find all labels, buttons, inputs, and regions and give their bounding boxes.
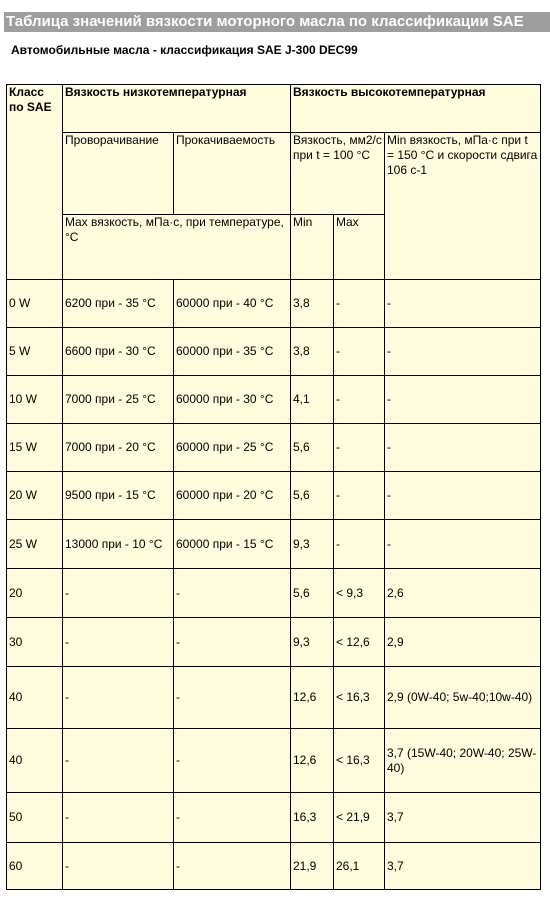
pumping-cell: 60000 при - 25 °С <box>174 424 291 472</box>
class-cell: 10 W <box>7 376 63 424</box>
header-high-temp: Вязкость высокотемпературная <box>291 85 541 133</box>
class-cell: 0 W <box>7 280 63 328</box>
pumping-cell: - <box>174 667 291 729</box>
table-row <box>7 376 541 424</box>
max-cell: < 21,9 <box>334 793 385 843</box>
shear-cell: 2,6 <box>385 569 541 618</box>
table-row <box>7 843 541 890</box>
max-cell: < 16,3 <box>334 729 385 793</box>
max-cell: < 16,3 <box>334 667 385 729</box>
table-row <box>7 328 541 376</box>
max-cell: < 12,6 <box>334 618 385 667</box>
cranking-cell: 7000 при - 20 °С <box>63 424 174 472</box>
cranking-cell: - <box>63 569 174 618</box>
pumping-cell: 60000 при - 30 °С <box>174 376 291 424</box>
shear-cell: - <box>385 328 541 376</box>
header-cranking: Проворачивание <box>63 133 174 215</box>
pumping-cell: - <box>174 569 291 618</box>
table-subtitle: Автомобильные масла - классификация SAE J-300 DEC99 <box>11 43 358 57</box>
class-cell: 40 <box>7 729 63 793</box>
header-min-shear: Min вязкость, мПа·с при t = 150 °С и скорости сдвига 106 с-1 <box>385 133 541 280</box>
shear-cell: - <box>385 376 541 424</box>
class-cell: 20 <box>7 569 63 618</box>
min-cell: 5,6 <box>291 472 334 520</box>
pumping-cell: - <box>174 729 291 793</box>
class-cell: 5 W <box>7 328 63 376</box>
min-cell: 5,6 <box>291 569 334 618</box>
header-max: Max <box>334 215 385 280</box>
table-row <box>7 424 541 472</box>
shear-cell: 3,7 <box>385 843 541 890</box>
pumping-cell: - <box>174 843 291 890</box>
pumping-cell: 60000 при - 15 °С <box>174 520 291 569</box>
cranking-cell: - <box>63 618 174 667</box>
class-cell: 30 <box>7 618 63 667</box>
cranking-cell: - <box>63 667 174 729</box>
shear-cell: 3,7 <box>385 793 541 843</box>
shear-cell: - <box>385 472 541 520</box>
pumping-cell: - <box>174 618 291 667</box>
table-row <box>7 472 541 520</box>
header-class: Класс по SAE <box>7 85 63 280</box>
class-cell: 20 W <box>7 472 63 520</box>
min-cell: 12,6 <box>291 729 334 793</box>
cranking-cell: - <box>63 729 174 793</box>
min-cell: 3,8 <box>291 280 334 328</box>
header-max-visc: Max вязкость, мПа·с, при температуре, °С <box>63 215 291 280</box>
cranking-cell: - <box>63 843 174 890</box>
pumping-cell: - <box>174 793 291 843</box>
max-cell: - <box>334 376 385 424</box>
min-cell: 9,3 <box>291 520 334 569</box>
cranking-cell: 6200 при - 35 °С <box>63 280 174 328</box>
pumping-cell: 60000 при - 20 °С <box>174 472 291 520</box>
cranking-cell: 13000 при - 10 °С <box>63 520 174 569</box>
min-cell: 3,8 <box>291 328 334 376</box>
max-cell: - <box>334 280 385 328</box>
header-pumping: Прокачиваемость <box>174 133 291 215</box>
class-cell: 40 <box>7 667 63 729</box>
table-row <box>7 667 541 729</box>
max-cell: - <box>334 424 385 472</box>
table-row <box>7 729 541 793</box>
max-cell: - <box>334 520 385 569</box>
class-cell: 25 W <box>7 520 63 569</box>
page-title: Таблица значений вязкости моторного масла по классификации SAE <box>4 12 550 32</box>
max-cell: < 9,3 <box>334 569 385 618</box>
shear-cell: - <box>385 280 541 328</box>
cranking-cell: 9500 при - 15 °С <box>63 472 174 520</box>
min-cell: 9,3 <box>291 618 334 667</box>
shear-cell: - <box>385 520 541 569</box>
class-cell: 60 <box>7 843 63 890</box>
max-cell: - <box>334 328 385 376</box>
cranking-cell: 7000 при - 25 °С <box>63 376 174 424</box>
min-cell: 16,3 <box>291 793 334 843</box>
table-row <box>7 618 541 667</box>
max-cell: - <box>334 472 385 520</box>
cranking-cell: 6600 при - 30 °С <box>63 328 174 376</box>
cranking-cell: - <box>63 793 174 843</box>
header-kinematic: Вязкость, мм2/с при t = 100 °С <box>291 133 385 215</box>
shear-cell: 2,9 <box>385 618 541 667</box>
max-cell: 26,1 <box>334 843 385 890</box>
header-low-temp: Вязкость низкотемпературная <box>63 85 291 133</box>
min-cell: 5,6 <box>291 424 334 472</box>
header-min: Min <box>291 215 334 280</box>
table-row <box>7 569 541 618</box>
class-cell: 50 <box>7 793 63 843</box>
viscosity-table <box>6 84 541 890</box>
pumping-cell: 60000 при - 40 °С <box>174 280 291 328</box>
pumping-cell: 60000 при - 35 °С <box>174 328 291 376</box>
min-cell: 4,1 <box>291 376 334 424</box>
table-row <box>7 520 541 569</box>
min-cell: 12,6 <box>291 667 334 729</box>
shear-cell: 3,7 (15W-40; 20W-40; 25W-40) <box>385 729 541 793</box>
class-cell: 15 W <box>7 424 63 472</box>
shear-cell: 2,9 (0W-40; 5w-40;10w-40) <box>385 667 541 729</box>
table-row <box>7 793 541 843</box>
table-row <box>7 280 541 328</box>
min-cell: 21,9 <box>291 843 334 890</box>
shear-cell: - <box>385 424 541 472</box>
